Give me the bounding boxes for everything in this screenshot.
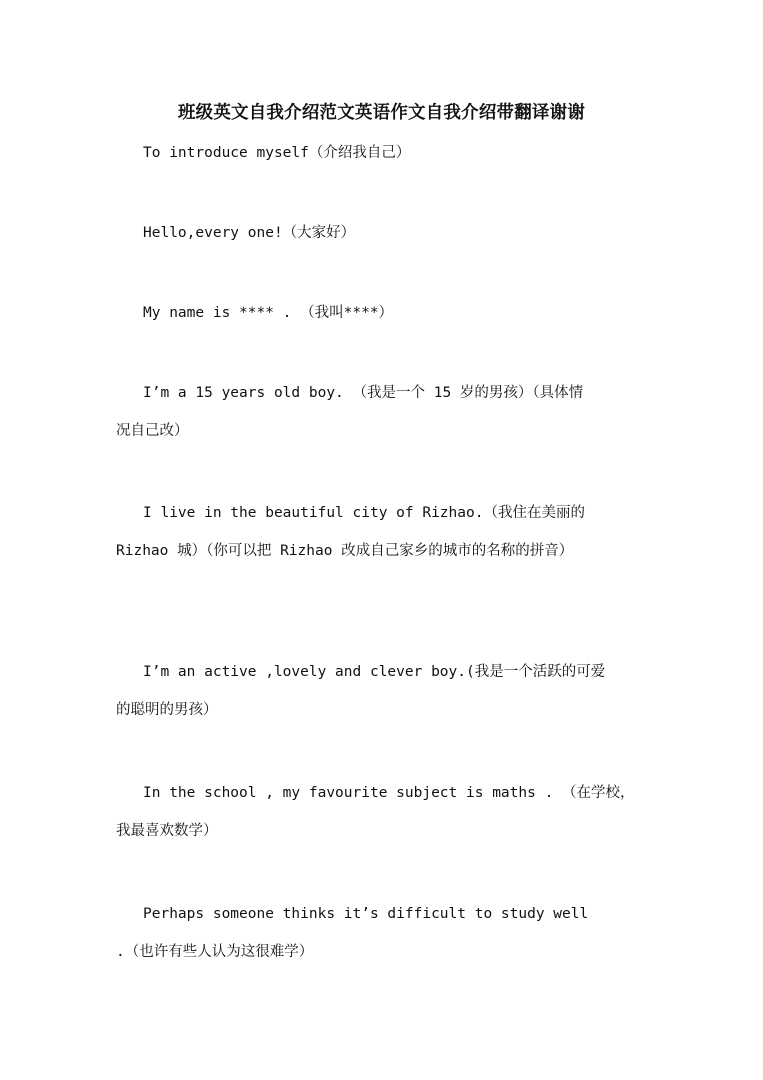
paragraph-name: [116, 294, 656, 332]
paragraph-line: In the school , my favourite subject is maths . （在学校，: [143, 785, 635, 801]
paragraph-personality: [116, 653, 656, 729]
paragraph-line: My name is **** . （我叫****）: [143, 305, 394, 321]
paragraph-line: Perhaps someone thinks it’s difficult to study well: [143, 906, 589, 922]
paragraph-line: I live in the beautiful city of Rizhao.（我住在美丽的: [143, 505, 585, 521]
paragraph-line: I’m a 15 years old boy. （我是一个 15 岁的男孩）（具体情: [143, 385, 584, 401]
paragraph-subject: [116, 774, 656, 850]
paragraph-introduce: [116, 134, 656, 172]
paragraph-city: [116, 494, 656, 570]
paragraph-line: 我最喜欢数学）: [116, 823, 218, 839]
paragraph-line: Rizhao 城）（你可以把 Rizhao 改成自己家乡的城市的名称的拼音）: [116, 543, 574, 559]
paragraph-line: 的聪明的男孩）: [116, 702, 218, 718]
paragraph-hello: [116, 214, 656, 252]
document-title: 班级英文自我介绍范文英语作文自我介绍带翻译谢谢: [177, 103, 586, 123]
paragraph-line: I’m an active ,lovely and clever boy.(我是一个活跃的可爱: [143, 664, 606, 680]
paragraph-line: 况自己改）: [116, 423, 189, 439]
paragraph-difficult: [116, 895, 656, 971]
paragraph-line: Hello,every one!（大家好）: [143, 225, 356, 241]
paragraph-line: To introduce myself（介绍我自己）: [143, 145, 411, 161]
paragraph-line: .（也许有些人认为这很难学）: [116, 944, 314, 960]
paragraph-age: [116, 374, 656, 450]
